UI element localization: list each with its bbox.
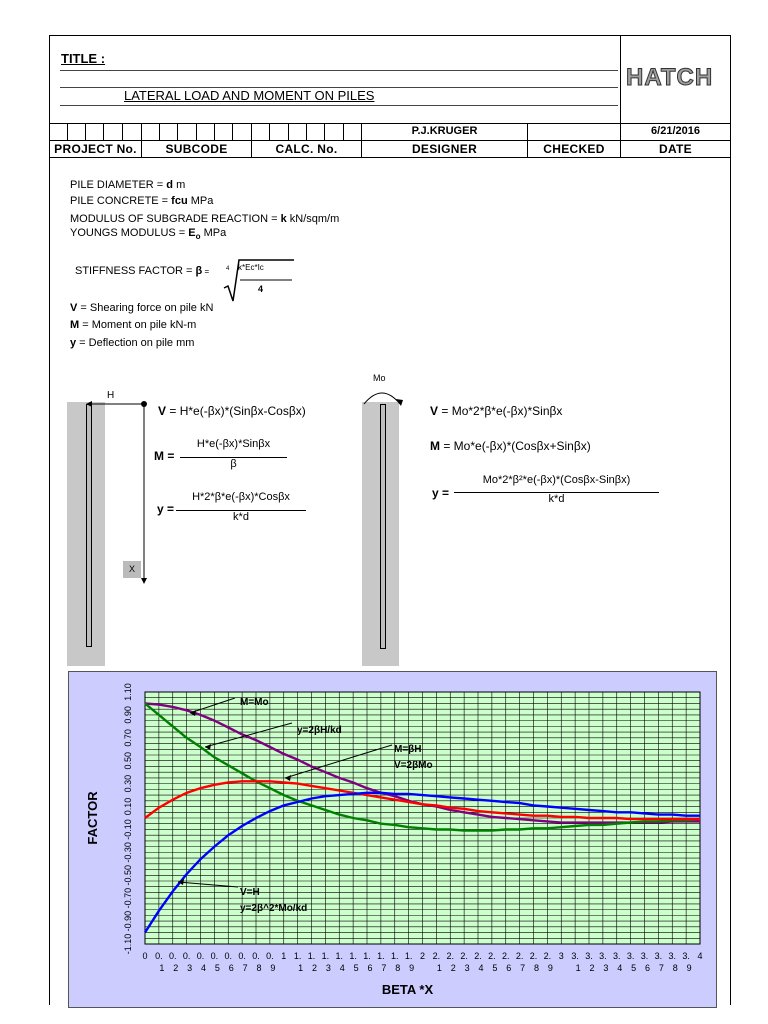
- x-tick-label: 2: [419, 951, 426, 961]
- x-tick-label: 0: [142, 951, 148, 961]
- column-calc-no: CALC. No.: [275, 142, 338, 156]
- v-definition: V = Shearing force on pile kN: [70, 302, 214, 314]
- x-tick-label: 3.: [654, 951, 663, 961]
- mo-label: Mo: [373, 373, 386, 383]
- x-tick-label: 0.: [182, 951, 191, 961]
- x-tick-label: 2.: [432, 951, 441, 961]
- x-tick-label: 1.: [335, 951, 344, 961]
- right-y-denominator: k*d: [548, 493, 565, 505]
- x-depth-label: X: [123, 561, 141, 578]
- x-axis-label: BETA *X: [381, 982, 434, 997]
- column-designer: DESIGNER: [411, 142, 478, 156]
- y-tick-label: 0.50: [123, 751, 133, 770]
- factor-chart: [68, 671, 716, 1007]
- title-label: TITLE :: [61, 51, 106, 66]
- x-tick-label: 3.: [571, 951, 579, 961]
- pile-right: [380, 404, 386, 649]
- column-project-no: PROJECT No.: [54, 142, 137, 156]
- right-v-equation: V = Mo*2*β*e(-βx)*Sinβx: [430, 404, 563, 418]
- x-tick-label: 0.: [238, 951, 246, 961]
- y-tick-label: -1.10: [123, 933, 133, 955]
- x-tick-label: 2.: [501, 951, 510, 961]
- annotation-label: M=βH: [394, 744, 422, 755]
- pile-diameter-def: PILE DIAMETER = d m: [70, 179, 186, 191]
- x-tick-label-digit: 7: [520, 963, 526, 973]
- y-tick-label: 0.10: [123, 797, 133, 816]
- lateral-load-arrows: [80, 392, 160, 587]
- right-y-lhs: y =: [432, 486, 450, 500]
- x-tick-label-digit: 8: [395, 963, 401, 973]
- x-tick-label-digit: 4: [200, 963, 207, 973]
- x-tick-label: 0.: [196, 951, 205, 961]
- x-tick-label: 3.: [668, 951, 677, 961]
- x-tick-label-digit: 7: [381, 963, 387, 973]
- x-tick-label-digit: 8: [256, 963, 262, 973]
- x-tick-label-digit: 9: [270, 963, 276, 973]
- x-tick-label-digit: 9: [686, 963, 692, 973]
- x-tick-label: 1.: [390, 951, 399, 961]
- column-subcode: SUBCODE: [165, 142, 228, 156]
- column-date: DATE: [659, 142, 692, 156]
- x-tick-label: 0.: [168, 951, 177, 961]
- x-tick-label-digit: 5: [631, 963, 637, 973]
- y-tick-label: -0.50: [123, 865, 133, 886]
- x-tick-label: 3.: [585, 951, 593, 961]
- annotation-label: V=H: [240, 887, 260, 898]
- x-tick-label-digit: 8: [672, 963, 678, 973]
- x-tick-label: 0.: [224, 951, 233, 961]
- x-tick-label: 1.: [363, 951, 371, 961]
- x-tick-label: 1.: [293, 951, 302, 961]
- x-tick-label-digit: 1: [575, 963, 581, 973]
- hatch-logo: HATCH: [626, 64, 714, 91]
- y-tick-label: -0.10: [123, 819, 133, 840]
- x-tick-label-digit: 1: [159, 963, 165, 973]
- x-tick-label-digit: 9: [409, 963, 415, 973]
- left-m-numerator: H*e(-βx)*Sinβx: [196, 438, 271, 450]
- x-tick-label-digit: 4: [478, 963, 484, 973]
- left-m-lhs: M =: [154, 449, 175, 463]
- left-v-equation: V = H*e(-βx)*(Sinβx-Cosβx): [158, 404, 306, 418]
- x-tick-label: 2.: [529, 951, 538, 961]
- x-tick-label-digit: 9: [547, 963, 553, 973]
- x-tick-label: 2.: [474, 951, 482, 961]
- stiffness-numerator: k*Ec*Ic: [238, 263, 264, 272]
- x-tick-label: 2.: [543, 951, 552, 961]
- date-value: 6/21/2016: [651, 125, 700, 137]
- x-tick-label: 4: [697, 951, 703, 961]
- x-tick-label: 0.: [210, 951, 219, 961]
- x-tick-label: 1.: [321, 951, 330, 961]
- left-y-numerator: H*2*β*e(-βx)*Cosβx: [192, 491, 290, 503]
- designer-value: P.J.KRUGER: [411, 125, 478, 137]
- x-tick-label-digit: 1: [436, 963, 442, 973]
- x-tick-label: 0.: [155, 951, 163, 961]
- x-tick-label-digit: 5: [214, 963, 220, 973]
- stiffness-factor-label: STIFFNESS FACTOR = β =: [75, 265, 210, 277]
- x-tick-label: 1.: [404, 951, 413, 961]
- x-tick-label: 3.: [682, 951, 690, 961]
- root-index: 4: [226, 266, 230, 272]
- x-tick-label: 1: [281, 951, 287, 961]
- right-y-numerator: Mo*2*β²*e(-βx)*(Cosβx-Sinβx): [482, 474, 631, 486]
- x-tick-label-digit: 5: [492, 963, 498, 973]
- x-tick-label: 3.: [626, 951, 635, 961]
- x-tick-label: 0.: [266, 951, 274, 961]
- column-checked: CHECKED: [543, 142, 605, 156]
- x-tick-label-digit: 3: [187, 963, 193, 973]
- y-tick-label: -0.30: [123, 842, 133, 863]
- x-tick-label-digit: 6: [367, 963, 373, 973]
- pile-concrete-def: PILE CONCRETE = fcu MPa: [70, 195, 214, 207]
- x-tick-label: 1.: [377, 951, 385, 961]
- x-tick-label: 1.: [349, 951, 357, 961]
- page-title: LATERAL LOAD AND MOMENT ON PILES: [124, 88, 375, 103]
- x-tick-label-digit: 4: [617, 963, 623, 973]
- y-tick-label: -0.70: [123, 887, 133, 909]
- x-tick-label-digit: 1: [298, 963, 304, 973]
- h-load-label: H: [107, 390, 115, 401]
- x-tick-label-digit: 2: [173, 963, 179, 973]
- x-tick-label-digit: 2: [450, 963, 456, 973]
- m-definition: M = Moment on pile kN-m: [70, 319, 197, 331]
- x-tick-label-digit: 6: [644, 963, 651, 973]
- x-tick-label-digit: 7: [658, 963, 664, 973]
- x-tick-label-digit: 5: [353, 963, 359, 973]
- left-y-lhs: y =: [157, 502, 175, 516]
- modulus-subgrade-def: MODULUS OF SUBGRADE REACTION = k kN/sqm/m: [70, 213, 340, 225]
- y-tick-label: 0.70: [123, 729, 133, 747]
- x-tick-label: 3.: [640, 951, 649, 961]
- y-tick-label: -0.90: [123, 910, 133, 932]
- x-tick-label: 3.: [612, 951, 621, 961]
- moment-arrow-icon: [360, 384, 406, 408]
- x-tick-label: 2.: [460, 951, 468, 961]
- x-tick-label-digit: 6: [228, 963, 234, 973]
- x-tick-label: 2.: [446, 951, 455, 961]
- x-tick-label-digit: 4: [339, 963, 345, 973]
- annotation-label: y=2β^2*Mo/kd: [240, 903, 308, 914]
- annotation-label: V=2βMo: [394, 760, 433, 771]
- x-tick-label-digit: 3: [464, 963, 470, 973]
- x-tick-label-digit: 2: [589, 963, 595, 973]
- left-m-denominator: β: [230, 458, 237, 470]
- annotation-label: y=2βH/kd: [297, 725, 342, 736]
- x-tick-label-digit: 6: [506, 963, 512, 973]
- x-tick-label-digit: 7: [242, 963, 248, 973]
- y-definition: y = Deflection on pile mm: [70, 337, 195, 349]
- x-tick-label-digit: 8: [533, 963, 540, 973]
- x-tick-label: 2.: [488, 951, 496, 961]
- youngs-modulus-def: YOUNGS MODULUS = $E_o$ MPa: [70, 227, 227, 242]
- x-tick-label: 3.: [599, 951, 607, 961]
- x-tick-label: 2.: [515, 951, 524, 961]
- x-tick-label: 3: [558, 951, 564, 961]
- right-m-equation: M = Mo*e(-βx)*(Cosβx+Sinβx): [430, 439, 591, 453]
- y-axis-label: FACTOR: [85, 791, 100, 845]
- x-tick-label-digit: 3: [603, 963, 609, 973]
- x-tick-label: 1.: [307, 951, 316, 961]
- stiffness-denominator: 4: [258, 284, 264, 294]
- x-tick-label-digit: 3: [325, 963, 331, 973]
- y-tick-label: 0.90: [123, 706, 133, 724]
- annotation-label: M=Mo: [240, 697, 269, 708]
- y-tick-label: 1.10: [123, 683, 133, 701]
- x-tick-label-digit: 2: [311, 963, 318, 973]
- left-y-denominator: k*d: [233, 511, 249, 523]
- y-tick-label: 0.30: [123, 774, 133, 793]
- x-tick-label: 0.: [252, 951, 260, 961]
